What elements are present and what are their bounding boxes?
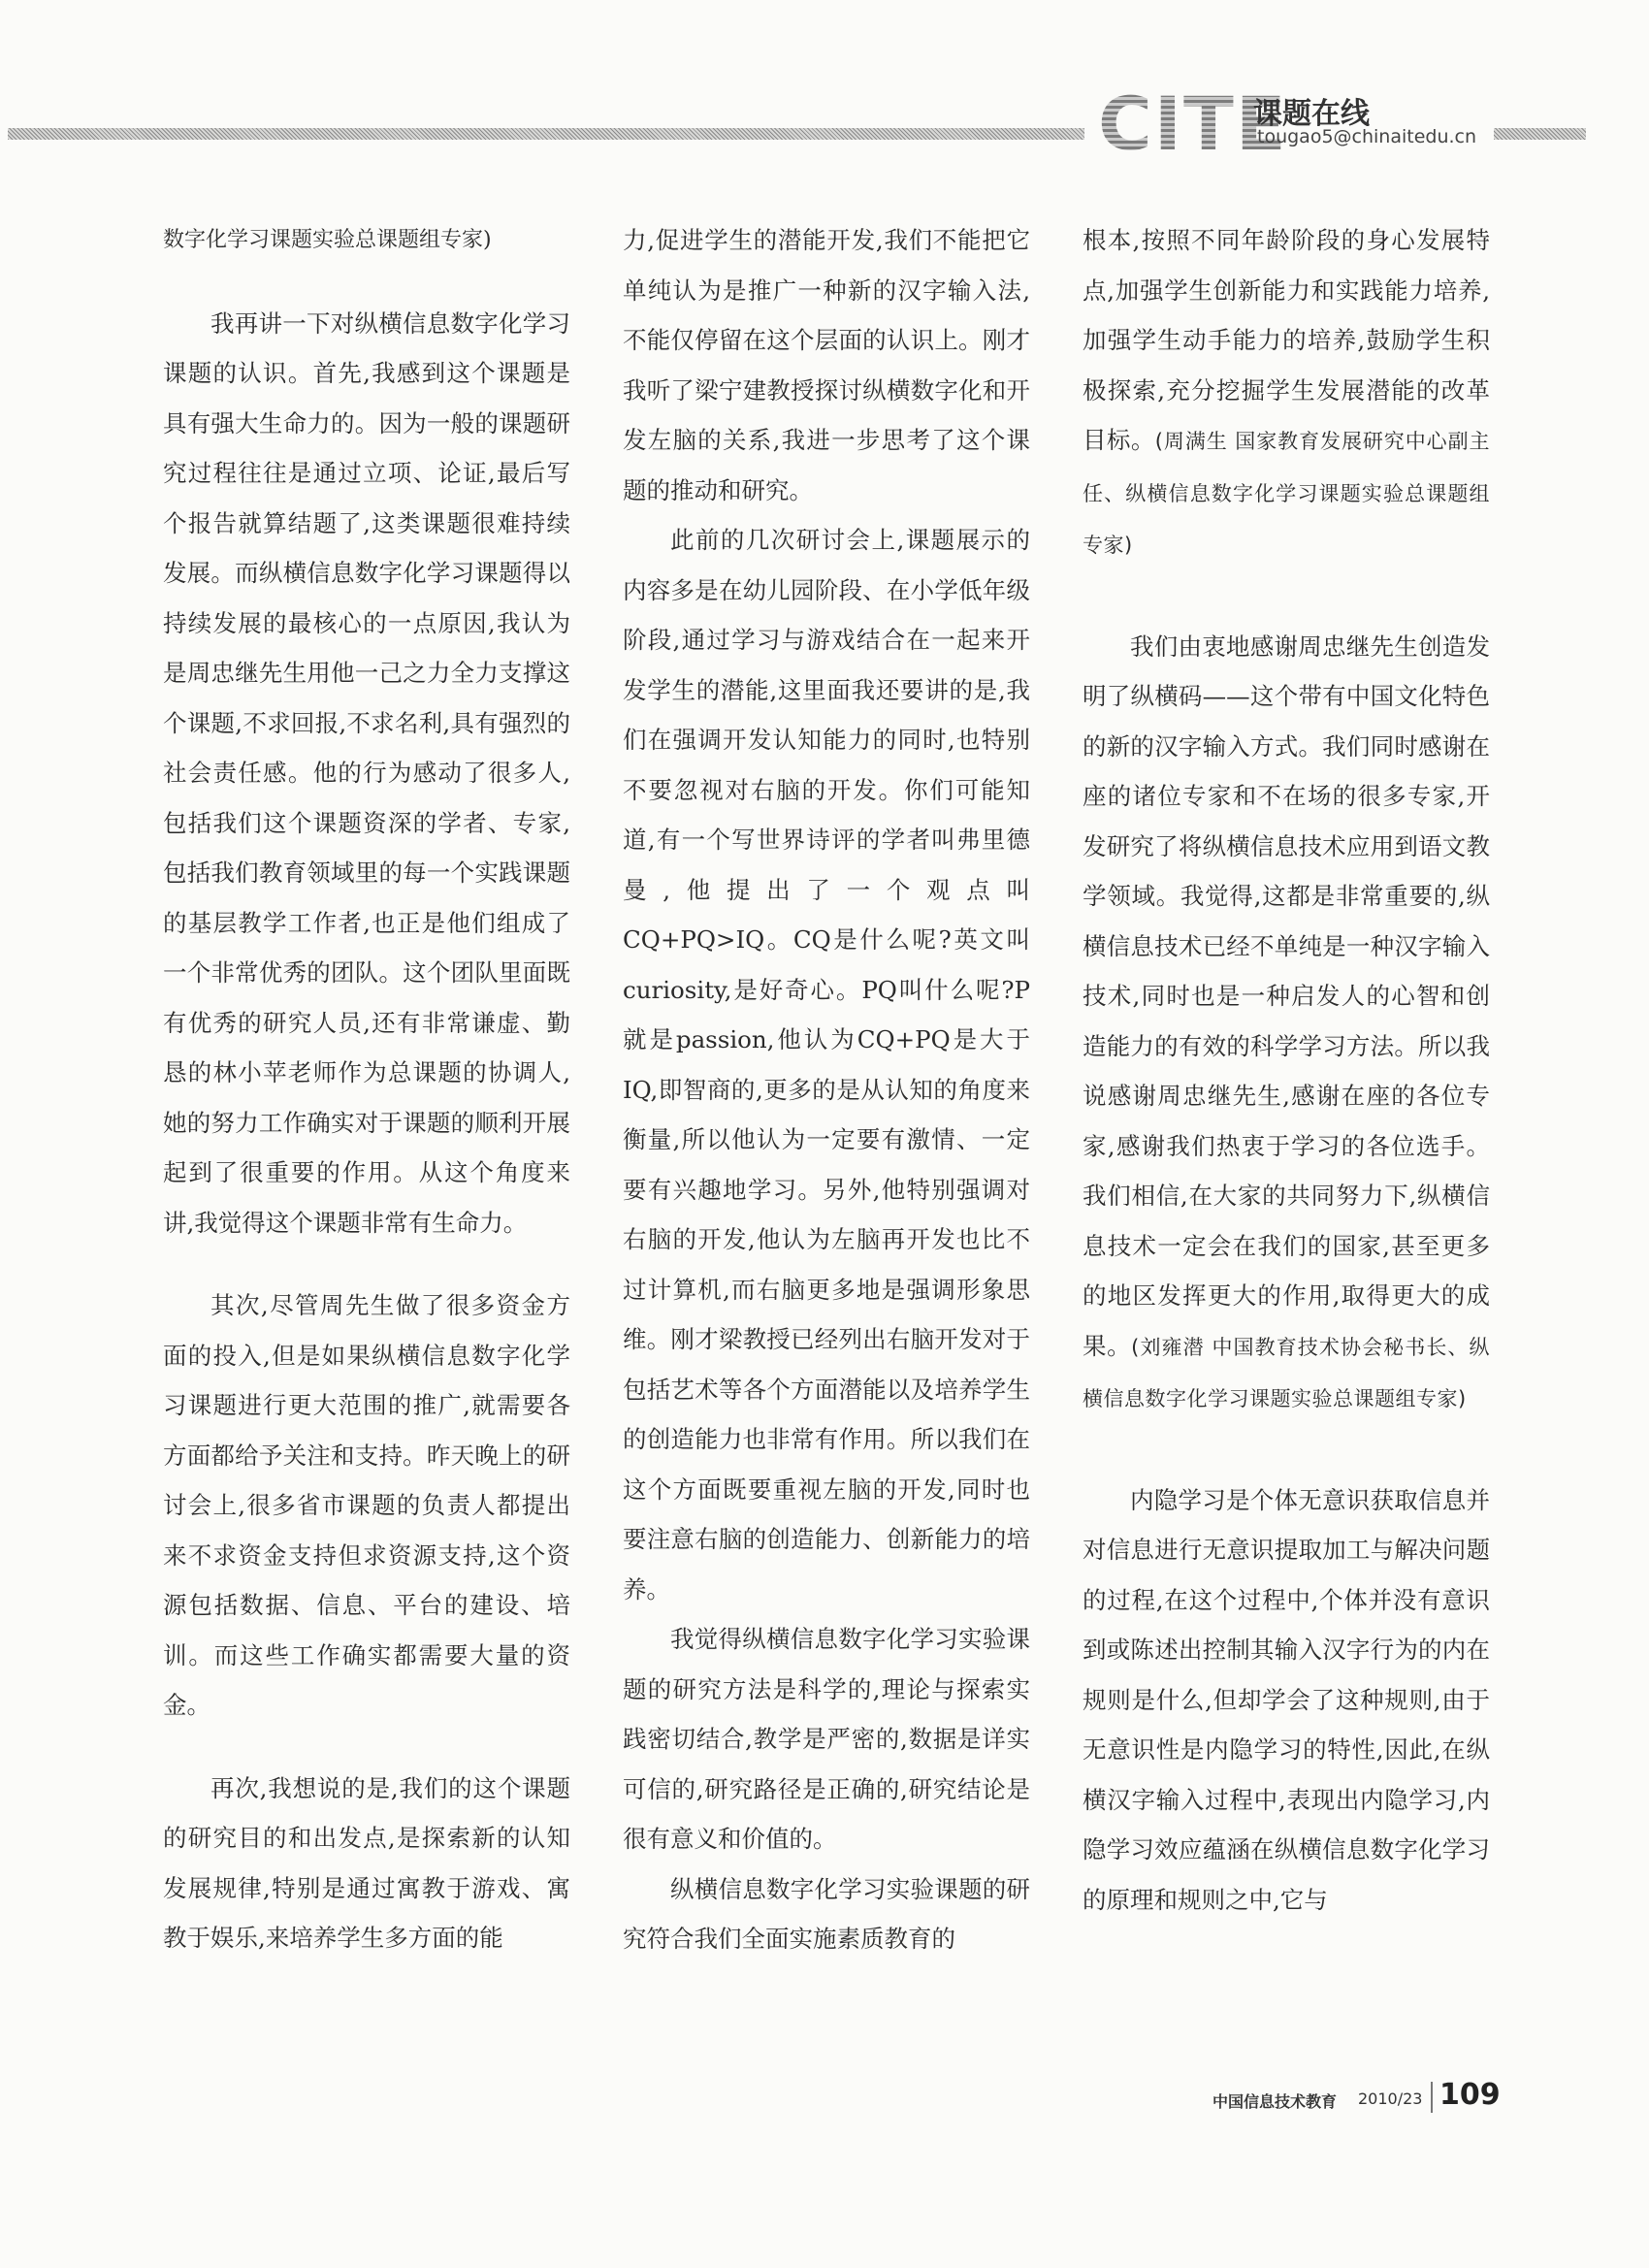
journal-name: 中国信息技术教育: [1212, 2092, 1338, 2111]
header-rule: [8, 128, 1084, 140]
paragraph: 力,促进学生的潜能开发,我们不能把它单纯认为是推广一种新的汉字输入法,不能仅停留在这个层面的认识上。刚才我听了梁宁建教授探讨纵横数字化和开发左脑的关系,我进一步思考了这个课题的推动和研究。: [623, 226, 1030, 504]
submission-email: tougao5@chinaitedu.cn: [1257, 126, 1477, 147]
paragraph: 纵横信息数字化学习实验课题的研究符合我们全面实施素质教育的: [623, 1874, 1030, 1953]
paragraph: [1083, 215, 1490, 571]
paragraph-text: 根本,按照不同年龄阶段的身心发展特点,加强学生创新能力和实践能力培养,加强学生动手能力的培养,鼓励学生积极探索,充分挖掘学生发展潜能的改革目标。: [1083, 226, 1490, 454]
paragraph: 数字化学习课题实验总课题组专家): [163, 228, 492, 252]
column-2: [623, 215, 1030, 1964]
speaker-credit: (刘雍潜 中国教育技术协会秘书长、纵横信息数字化学习课题实验总课题组专家): [1083, 1335, 1490, 1410]
footer-divider: [1431, 2082, 1433, 2113]
column-1: [163, 215, 570, 1963]
paragraph: [1083, 622, 1490, 1425]
paragraph: 再次,我想说的是,我们的这个课题的研究目的和出发点,是探索新的认知发展规律,特别是通过寓教于游戏、寓教于娱乐,来培养学生多方面的能: [163, 1773, 570, 1952]
paragraph: 我觉得纵横信息数字化学习实验课题的研究方法是科学的,理论与探索实践密切结合,教学是严密的,数据是详实可信的,研究路径是正确的,研究结论是很有意义和价值的。: [623, 1625, 1030, 1853]
paragraph: 内隐学习是个体无意识获取信息并对信息进行无意识提取加工与解决问题的过程,在这个过程中,个体并没有意识到或陈述出控制其输入汉字行为的内在规则是什么,但却学会了这种规则,由于无意识性是内隐学习的特性,因此,在纵横汉字输入过程中,表现出内隐学习,内隐学习效应蕴涵在纵横信息数字化学习的原理和规则之中,它与: [1083, 1485, 1490, 1914]
paragraph-text: 我们由衷地感谢周忠继先生创造发明了纵横码——这个带有中国文化特色的新的汉字输入方式。我们同时感谢在座的诸位专家和不在场的很多专家,开发研究了将纵横信息技术应用到语文教学领域。我觉得,这都是非常重要的,纵横信息技术已经不单纯是一种汉字输入技术,同时也是一种启发人的心智和创造能力的有效的科学学习方法。所以我说感谢周忠继先生,感谢在座的各位专家,感谢我们热衷于学习的各位选手。我们相信,在大家的共同努力下,纵横信息技术一定会在我们的国家,甚至更多的地区发挥更大的作用,取得更大的成果。: [1083, 632, 1490, 1360]
issue-number: 2010/23: [1358, 2090, 1423, 2108]
brand-logo: CITE: [1098, 81, 1288, 167]
paragraph: 我再讲一下对纵横信息数字化学习课题的认识。首先,我感到这个课题是具有强大生命力的。因为一般的课题研究过程往往是通过立项、论证,最后写个报告就算结题了,这类课题很难持续发展。而纵横信息数字化学习课题得以持续发展的最核心的一点原因,我认为是周忠继先生用他一己之力全力支撑这个课题,不求回报,不求名利,具有强烈的社会责任感。他的行为感动了很多人,包括我们这个课题资深的学者、专家,包括我们教育领域里的每一个实践课题的基层教学工作者,也正是他们组成了一个非常优秀的团队。这个团队里面既有优秀的研究人员,还有非常谦虚、勤恳的林小苹老师作为总课题的协调人,她的努力工作确实对于课题的顺利开展起到了很重要的作用。从这个角度来讲,我觉得这个课题非常有生命力。: [163, 308, 570, 1237]
section-title: 课题在线: [1253, 97, 1370, 131]
column-3: [1083, 215, 1490, 1925]
speaker-credit: (周满生 国家教育发展研究中心副主任、纵横信息数字化学习课题实验总课题组专家): [1083, 430, 1491, 557]
header-rule-right: [1494, 128, 1586, 140]
page-number: 109: [1439, 2078, 1501, 2112]
paragraph: 其次,尽管周先生做了很多资金方面的投入,但是如果纵横信息数字化学习课题进行更大范围的推广,就需要各方面都给予关注和支持。昨天晚上的研讨会上,很多省市课题的负责人都提出来不求资金支持但求资源支持,这个资源包括数据、信息、平台的建设、培训。而这些工作确实都需要大量的资金。: [163, 1291, 570, 1719]
paragraph: 此前的几次研讨会上,课题展示的内容多是在幼儿园阶段、在小学低年级阶段,通过学习与游戏结合在一起来开发学生的潜能,这里面我还要讲的是,我们在强调开发认知能力的同时,也特别不要忽视对右脑的开发。你们可能知道,有一个写世界诗评的学者叫弗里德曼,他提出了一个观点叫CQ+PQ>IQ。CQ是什么呢?英文叫curiosity,是好奇心。PQ叫什么呢?P就是passion,他认为CQ+PQ是大于IQ,即智商的,更多的是从认知的角度来衡量,所以他认为一定要有激情、一定要有兴趣地学习。另外,他特别强调对右脑的开发,他认为左脑再开发也比不过计算机,而右脑更多地是强调形象思维。刚才梁教授已经列出右脑开发对于包括艺术等各个方面潜能以及培养学生的创造能力也非常有作用。所以我们在这个方面既要重视左脑的开发,同时也要注意右脑的创造能力、创新能力的培养。: [623, 526, 1030, 1604]
